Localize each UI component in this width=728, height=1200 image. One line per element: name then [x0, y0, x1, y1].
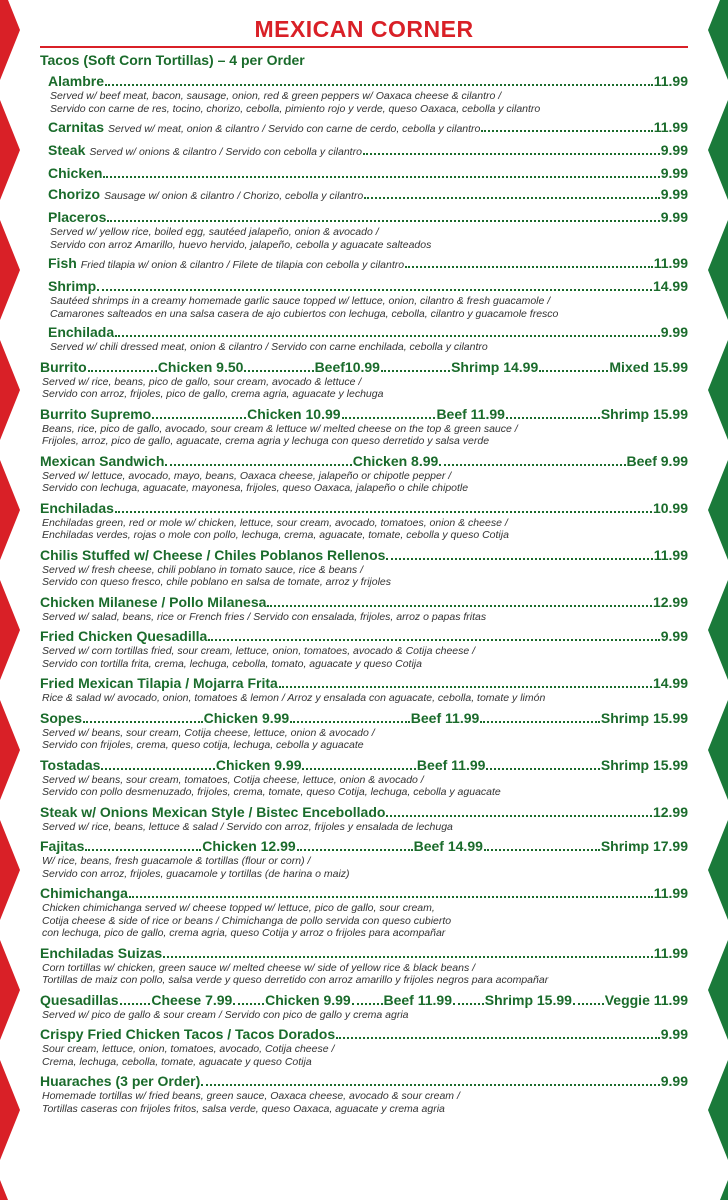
- taco-inline-description: Fried tilapia w/ onion & cilantro / Filete de tilapia con cebolla y cilantro: [80, 259, 405, 271]
- flag-chevron-shape: [0, 1060, 20, 1160]
- taco-price: 9.99: [660, 209, 688, 225]
- flag-chevron-shape: [0, 220, 20, 320]
- menu-item-row: [40, 546, 688, 564]
- flag-chevron-shape: [708, 580, 728, 680]
- menu-item-name: Chicken Milanese / Pollo Milanesa: [40, 593, 267, 610]
- dot-leader: [506, 405, 600, 419]
- menu-item-row: [40, 674, 688, 692]
- menu-item-price: 12.99: [652, 593, 688, 610]
- flag-chevron-shape: [0, 700, 20, 800]
- taco-inline-description: Served w/ onions & cilantro / Servido con cebolla y cilantro: [89, 146, 362, 158]
- menu-item-description: Served w/ salad, beans, rice or French fries / Servido con ensalada, frijoles, arroz o papas fritas: [42, 610, 487, 623]
- dot-leader: [405, 254, 653, 268]
- menu-items-list: [40, 358, 688, 1116]
- taco-name: Carnitas: [48, 119, 105, 135]
- menu-item-description: Homemade tortillas w/ fried beans, green sauce, Oaxaca cheese, avocado & sour cream /: [42, 1090, 460, 1102]
- menu-item-name: Crispy Fried Chicken Tacos / Tacos Dorados: [40, 1026, 336, 1042]
- menu-item-name: Fajitas: [40, 838, 85, 854]
- menu-item: [40, 1025, 688, 1068]
- taco-name: Alambre: [48, 73, 105, 89]
- dot-leader: [352, 991, 383, 1005]
- menu-item-price: Beef 14.99: [413, 838, 483, 854]
- menu-item-description: Tortillas de maiz con pollo, salsa verde y queso derretido con arroz amarillo y frijoles negros para acompañar: [42, 974, 549, 986]
- dot-leader: [103, 164, 659, 178]
- menu-item-description: Servido con arroz, frijoles, guacamole y tortillas (de harina o maiz): [42, 867, 350, 880]
- menu-item-description: Servido con tortilla frita, crema, lechuga, cebolla, tomato, aguacate y queso Cotija: [42, 657, 422, 670]
- tacos-heading: Tacos (Soft Corn Tortillas) – 4 per Order: [40, 52, 305, 68]
- menu-item-description: Served w/ fresh cheese, chili poblano in tomato sauce, rice & beans /: [42, 563, 364, 576]
- flag-chevron-shape: [708, 820, 728, 920]
- menu-item-description: W/ rice, beans, fresh guacamole & tortillas (flour or corn) /: [42, 855, 311, 867]
- menu-item-description: Tortillas caseras con frijoles fritos, salsa verde, queso Oaxaca, aguacate y crema agria: [42, 1102, 445, 1115]
- menu-item-row: [40, 358, 688, 376]
- flag-chevron-shape: [708, 100, 728, 200]
- taco-item: [48, 323, 688, 354]
- taco-name: Chorizo: [48, 186, 101, 202]
- menu-item-price: Shrimp 15.99: [600, 709, 688, 726]
- taco-row: [48, 208, 688, 226]
- taco-inline-description: Sausage w/ onion & cilantro / Chorizo, cebolla y cilantro: [104, 190, 364, 202]
- taco-name: Shrimp: [48, 278, 97, 294]
- taco-row: [48, 164, 688, 182]
- menu-item-row: [40, 991, 688, 1009]
- taco-price: 11.99: [653, 255, 688, 271]
- menu-item-name: Fried Chicken Quesadilla: [40, 628, 208, 644]
- dot-leader: [83, 709, 203, 723]
- menu-item-name: Burrito: [40, 358, 87, 375]
- menu-item-row: [40, 884, 688, 902]
- taco-name: Placeros: [48, 209, 107, 225]
- menu-item-description: Served w/ beans, sour cream, tomatoes, Cotija cheese, lettuce, onion & avocado /: [42, 773, 424, 786]
- taco-item: [48, 118, 688, 138]
- menu-item-description: Servido con queso fresco, chile poblano en salsa de tomate, arroz y frijoles: [42, 576, 392, 588]
- dot-leader: [129, 884, 653, 898]
- dot-leader: [244, 358, 313, 372]
- menu-item-name: Fried Mexican Tilapia / Mojarra Frita: [40, 675, 278, 691]
- menu-item-description: Served w/ rice, beans, pico de gallo, sour cream, avocado & lettuce /: [42, 375, 362, 388]
- menu-item-price: Beef 11.99: [416, 756, 486, 773]
- taco-name: Fish: [48, 255, 77, 271]
- taco-price: 14.99: [652, 278, 688, 294]
- dot-leader: [302, 756, 415, 770]
- dot-leader: [233, 991, 264, 1005]
- menu-item-price: Chicken 9.50: [157, 358, 244, 375]
- menu-item: [40, 803, 688, 834]
- menu-item-name: Tostadas: [40, 756, 101, 773]
- flag-chevron-shape: [708, 340, 728, 440]
- dot-leader: [573, 991, 604, 1005]
- menu-item: [40, 884, 688, 940]
- taco-row: [48, 254, 688, 274]
- taco-description: Served w/ chili dressed meat, onion & cilantro / Servido con carne enchilada, cebolla y cilantro: [50, 341, 488, 353]
- dot-leader: [439, 452, 625, 466]
- title-divider: [40, 46, 688, 48]
- menu-item-description: Enchiladas green, red or mole w/ chicken, lettuce, sour cream, avocado, tomatoes, onion & cheese /: [42, 516, 508, 529]
- menu-item-description: Cotija cheese & side of rice or beans / Chimichanga de pollo servida con queso cubierto: [42, 914, 452, 927]
- menu-item-price: Shrimp 15.99: [600, 405, 688, 422]
- menu-item-description: Corn tortillas w/ chicken, green sauce w/ melted cheese w/ side of yellow rice & black beans /: [42, 961, 476, 974]
- taco-price: 9.99: [660, 324, 688, 340]
- flag-chevron-shape: [0, 820, 20, 920]
- menu-item-price: 12.99: [652, 803, 688, 820]
- menu-item-row: [40, 709, 688, 727]
- menu-item-price: Shrimp 17.99: [600, 838, 688, 854]
- dot-leader: [484, 837, 600, 851]
- taco-description: Servido con arroz Amarillo, huevo hervido, jalapeño, cebolla y aguacate salteados: [50, 238, 432, 251]
- taco-description: Sautéed shrimps in a creamy homemade garlic sauce topped w/ lettuce, onion, cilantro & fresh guacamole /: [50, 295, 551, 307]
- menu-item-description: Served w/ corn tortillas fried, sour cream, lettuce, onion, tomatoes, avocado & Cotija cheese /: [42, 645, 476, 657]
- menu-item-description: Servido con arroz, frijoles, pico de gallo, crema agria, aguacate y lechuga: [42, 388, 384, 400]
- menu-item-row: [40, 405, 688, 423]
- menu-item-price: Chicken 9.99: [215, 756, 302, 773]
- dot-leader: [290, 709, 410, 723]
- menu-item-price: Shrimp 15.99: [600, 756, 688, 773]
- menu-item: [40, 452, 688, 495]
- dot-leader: [480, 709, 600, 723]
- dot-leader: [267, 593, 652, 607]
- taco-description: Served w/ beef meat, bacon, sausage, onion, red & green peppers w/ Oaxaca cheese & cilantro /: [50, 90, 502, 102]
- flag-chevron-shape: [0, 100, 20, 200]
- menu-item-price: 9.99: [660, 1026, 688, 1042]
- flag-chevron-shape: [708, 940, 728, 1040]
- taco-row: [48, 185, 688, 205]
- dot-leader: [364, 185, 660, 199]
- menu-item-price: Chicken 8.99: [352, 452, 439, 469]
- menu-item: [40, 756, 688, 799]
- left-flag-border: [0, 0, 22, 1200]
- menu-item-row: [40, 1072, 688, 1090]
- menu-item-price: Beef10.99: [314, 358, 380, 375]
- flag-chevron-shape: [0, 580, 20, 680]
- tacos-list: [40, 72, 688, 354]
- taco-item: [48, 208, 688, 251]
- menu-item-name: Burrito Supremo: [40, 405, 152, 422]
- taco-name: Enchilada: [48, 324, 115, 340]
- flag-chevron-shape: [708, 700, 728, 800]
- menu-item-description: Served w/ beans, sour cream, Cotija cheese, lettuce, onion & avocado /: [42, 726, 375, 739]
- taco-price: 11.99: [653, 73, 688, 89]
- taco-item: [48, 164, 688, 182]
- menu-item-description: Sour cream, lettuce, onion, tomatoes, avocado, Cotija cheese /: [42, 1043, 335, 1055]
- taco-description: Camarones salteados en una salsa casera de ajo cubiertos con lechuga, cebolla, cilantro y guacamole fresco: [50, 307, 559, 320]
- menu-title: MEXICAN CORNER: [254, 16, 474, 42]
- menu-item-price: Beef 11.99: [410, 709, 480, 726]
- menu-item-description: Served w/ rice, beans, lettuce & salad / Servido con arroz, frijoles y ensalada de lechuga: [42, 820, 453, 833]
- menu-item: [40, 944, 688, 987]
- menu-page: [40, 14, 688, 1115]
- menu-item: [40, 593, 688, 624]
- menu-item-price: 10.99: [652, 499, 688, 516]
- dot-leader: [208, 627, 659, 641]
- menu-item: [40, 358, 688, 401]
- menu-item-description: Servido con pollo desmenuzado, frijoles, crema, tomate, queso Cotija, lechuga, cebolla y aguacate: [42, 786, 501, 798]
- flag-chevron-shape: [0, 460, 20, 560]
- menu-item-price: Chicken 12.99: [202, 838, 296, 854]
- menu-item-price: 11.99: [653, 944, 688, 961]
- taco-description: Servido con carne de res, tocino, chorizo, cebolla, pimiento rojo y verde, queso Oaxaca, cebolla y cilantro: [50, 102, 541, 115]
- taco-item: [48, 72, 688, 115]
- menu-item-row: [40, 803, 688, 821]
- menu-item-description: Chicken chimichanga served w/ cheese topped w/ lettuce, pico de gallo, sour cream,: [42, 902, 435, 914]
- dot-leader: [336, 1025, 660, 1039]
- menu-item-price: Shrimp 15.99: [484, 991, 572, 1008]
- menu-item: [40, 546, 688, 589]
- menu-item-description: Beans, rice, pico de gallo, avocado, sour cream & lettuce w/ melted cheese on the top & green sauce /: [42, 422, 518, 435]
- dot-leader: [115, 323, 660, 337]
- flag-chevron-shape: [0, 340, 20, 440]
- dot-leader: [107, 208, 659, 222]
- menu-item-price: Beef 11.99: [383, 991, 452, 1008]
- dot-leader: [279, 674, 652, 688]
- dot-leader: [105, 72, 653, 86]
- flag-chevron-shape: [0, 940, 20, 1040]
- menu-item-price: 14.99: [652, 675, 688, 691]
- dot-leader: [481, 118, 652, 132]
- menu-item-name: Quesadillas: [40, 991, 119, 1008]
- dot-leader: [486, 756, 599, 770]
- menu-item-description: Frijoles, arroz, pico de gallo, aguacate, crema agria y lechuga con queso derretido y salsa verde: [42, 435, 490, 447]
- menu-item-price: Shrimp 14.99: [451, 358, 539, 375]
- menu-item-row: [40, 627, 688, 645]
- dot-leader: [539, 358, 608, 372]
- dot-leader: [101, 756, 214, 770]
- menu-item-description: Servido con lechuga, aguacate, mayonesa, frijoles, queso Oaxaca, jalapeño o chile chipotle: [42, 482, 469, 494]
- menu-item-name: Mexican Sandwich: [40, 452, 165, 469]
- menu-item-price: Chicken 9.99: [203, 709, 290, 726]
- menu-item-name: Sopes: [40, 709, 83, 726]
- dot-leader: [152, 405, 246, 419]
- taco-item: [48, 141, 688, 161]
- menu-item-price: Veggie 11.99: [604, 991, 688, 1008]
- menu-item-description: Served w/ lettuce, avocado, mayo, beans, Oaxaca cheese, jalapeño or chipotle pepper /: [42, 469, 452, 482]
- flag-chevron-shape: [708, 0, 728, 80]
- menu-item-price: 11.99: [653, 546, 688, 563]
- menu-item-price: Beef 9.99: [626, 452, 688, 469]
- menu-item-row: [40, 499, 688, 517]
- taco-row: [48, 141, 688, 161]
- flag-chevron-shape: [708, 460, 728, 560]
- menu-item-name: Steak w/ Onions Mexican Style / Bistec Encebollado: [40, 803, 386, 820]
- taco-name: Chicken: [48, 165, 103, 181]
- taco-item: [48, 185, 688, 205]
- menu-item-row: [40, 837, 688, 855]
- tacos-section: [40, 52, 688, 354]
- menu-item: [40, 1072, 688, 1115]
- menu-item-row: [40, 944, 688, 962]
- right-flag-border: [706, 0, 728, 1200]
- menu-item: [40, 499, 688, 542]
- menu-item: [40, 405, 688, 448]
- taco-price: 9.99: [660, 186, 688, 202]
- menu-item-description: Crema, lechuga, cebolla, tomate, aguacate y queso Cotija: [42, 1055, 312, 1068]
- taco-row: [48, 118, 688, 138]
- dot-leader: [120, 991, 151, 1005]
- menu-item-description: Enchiladas verdes, rojas o mole con pollo, lechuga, crema, aguacate, tomate, cebolla y queso Cotija: [42, 529, 509, 541]
- taco-price: 9.99: [660, 142, 688, 158]
- dot-leader: [386, 546, 652, 560]
- menu-item: [40, 991, 688, 1022]
- dot-leader: [165, 452, 351, 466]
- menu-item: [40, 837, 688, 880]
- dot-leader: [85, 837, 201, 851]
- taco-row: [48, 323, 688, 341]
- menu-item-price: 9.99: [660, 1073, 688, 1089]
- taco-price: 11.99: [653, 119, 688, 135]
- menu-item-price: Chicken 9.99: [265, 991, 351, 1008]
- menu-item-description: Served w/ pico de gallo & sour cream / Servido con pico de gallo y crema agria: [42, 1008, 409, 1021]
- flag-chevron-shape: [708, 220, 728, 320]
- flag-chevron-shape: [708, 1060, 728, 1160]
- menu-item-description: con lechuga, pico de gallo, crema agria, queso Cotija y arroz o frijoles para acompañar: [42, 927, 446, 939]
- menu-item-price: Mixed 15.99: [609, 358, 688, 375]
- menu-item-price: Chicken 10.99: [247, 405, 341, 422]
- menu-item-row: [40, 756, 688, 774]
- dot-leader: [386, 803, 652, 817]
- dot-leader: [97, 277, 652, 291]
- taco-price: 9.99: [660, 165, 688, 181]
- menu-item-description: Rice & salad w/ avocado, onion, tomatoes & lemon / Arroz y ensalada con aguacate, cebolla, tomate y limón: [42, 692, 546, 704]
- taco-description: Served w/ yellow rice, boiled egg, sautéed jalapeño, onion & avocado /: [50, 226, 379, 238]
- dot-leader: [115, 499, 652, 513]
- dot-leader: [88, 358, 157, 372]
- menu-item-name: Chilis Stuffed w/ Cheese / Chiles Poblanos Rellenos: [40, 546, 386, 563]
- menu-item: [40, 627, 688, 670]
- dot-leader: [363, 141, 660, 155]
- menu-item-price: 9.99: [660, 628, 688, 644]
- dot-leader: [201, 1072, 659, 1086]
- menu-item-name: Huaraches (3 per Order): [40, 1073, 201, 1089]
- dot-leader: [297, 837, 413, 851]
- menu-item-name: Enchiladas: [40, 499, 114, 516]
- flag-chevron-shape: [708, 1180, 728, 1200]
- taco-item: [48, 277, 688, 320]
- dot-leader: [342, 405, 436, 419]
- menu-item: [40, 674, 688, 705]
- flag-chevron-shape: [0, 1180, 20, 1200]
- menu-item-row: [40, 452, 688, 470]
- dot-leader: [163, 944, 653, 958]
- menu-item-price: Beef 11.99: [436, 405, 505, 422]
- menu-item-name: Enchiladas Suizas: [40, 944, 163, 961]
- menu-item-price: 11.99: [653, 885, 688, 901]
- taco-item: [48, 254, 688, 274]
- taco-inline-description: Served w/ meat, onion & cilantro / Servido con carne de cerdo, cebolla y cilantro: [108, 123, 481, 135]
- dot-leader: [453, 991, 484, 1005]
- flag-chevron-shape: [0, 0, 20, 80]
- dot-leader: [381, 358, 450, 372]
- menu-item-name: Chimichanga: [40, 885, 128, 901]
- taco-row: [48, 72, 688, 90]
- menu-item-description: Servido con frijoles, crema, queso cotija, lechuga, cebolla y aguacate: [42, 739, 364, 751]
- menu-item-row: [40, 593, 688, 611]
- taco-name: Steak: [48, 142, 86, 158]
- menu-item-price: Cheese 7.99: [151, 991, 233, 1008]
- taco-row: [48, 277, 688, 295]
- menu-item-row: [40, 1025, 688, 1043]
- menu-item: [40, 709, 688, 752]
